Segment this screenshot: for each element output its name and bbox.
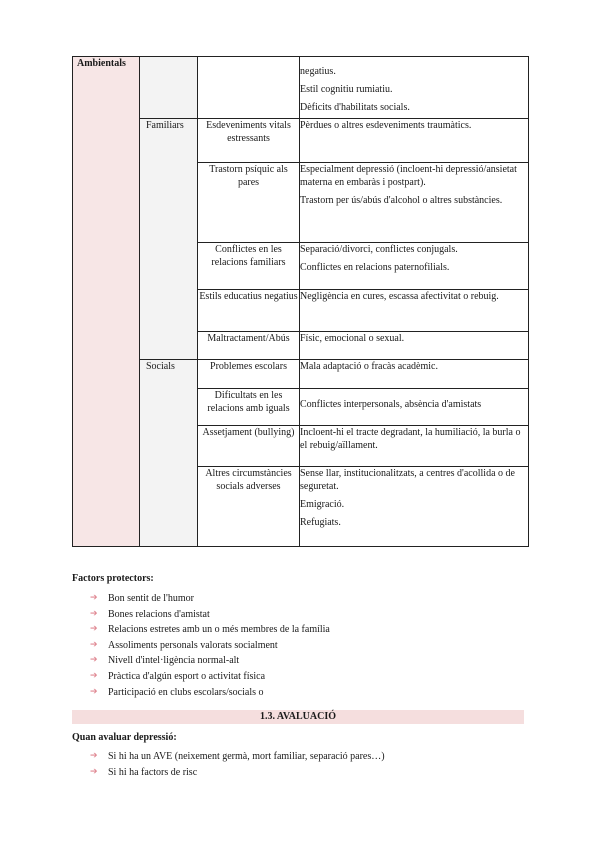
description-line: Refugiats. <box>300 517 341 528</box>
description-cell <box>300 360 529 389</box>
protective-factors-title: Factors protectors: <box>72 573 154 584</box>
description-cell <box>300 467 529 547</box>
description-cell <box>300 389 529 426</box>
evaluation-title: Quan avaluar depressió: <box>72 732 177 743</box>
arrow-right-icon: ➔ <box>90 608 98 619</box>
protective-factors-list <box>72 591 528 700</box>
list-item <box>72 622 528 638</box>
description-line: Mala adaptació o fracàs acadèmic. <box>300 361 438 372</box>
list-item-text: Bones relacions d'amistat <box>108 608 210 620</box>
category-label: Ambientals <box>77 58 126 69</box>
list-item <box>72 685 528 701</box>
arrow-right-icon: ➔ <box>90 624 98 635</box>
list-item-text: Si hi ha un AVE (neixement germà, mort familiar, separació pares…) <box>108 751 385 762</box>
factor-cell-empty <box>198 57 300 119</box>
factor-cell: Conflictes en les relacions familiars <box>198 243 300 290</box>
description-cell <box>300 57 529 119</box>
description-line: Dèficits d'habilitats socials. <box>300 102 410 113</box>
arrow-right-icon: ➔ <box>90 639 98 650</box>
description-cell <box>300 290 529 332</box>
description-cell <box>300 426 529 467</box>
table-row <box>73 360 529 389</box>
section-title: 1.3. AVALUACIÓ <box>259 711 337 722</box>
section-heading-band <box>72 710 524 724</box>
description-line: Emigració. <box>300 499 345 510</box>
description-line: Trastorn per ús/abús d'alcohol o altres substàncies. <box>300 195 503 206</box>
arrow-right-icon: ➔ <box>90 593 98 603</box>
list-item <box>72 591 528 607</box>
description-line: Estil cognitiu rumiatiu. <box>300 84 393 95</box>
description-line: Negligència en cures, escassa afectivitat o rebuig. <box>300 291 499 302</box>
factor-cell: Maltractament/Abús <box>198 332 300 360</box>
arrow-right-icon: ➔ <box>90 686 98 697</box>
evaluation-section <box>72 732 528 780</box>
arrow-right-icon: ➔ <box>90 670 98 681</box>
description-cell <box>300 243 529 290</box>
list-item <box>72 749 528 765</box>
list-item <box>72 765 528 781</box>
description-line: Conflictes interpersonals, absència d'amistats <box>300 399 482 410</box>
list-item-text: Bon sentit de l'humor <box>108 593 194 604</box>
subcategory-label: Familiars <box>146 120 184 131</box>
description-cell <box>300 332 529 360</box>
factor-cell: Dificultats en les relacions amb iguals <box>198 389 300 426</box>
subcategory-cell-empty <box>140 57 198 119</box>
list-item <box>72 669 528 685</box>
subcategory-cell <box>140 119 198 360</box>
evaluation-list <box>72 749 528 780</box>
description-cell <box>300 119 529 163</box>
list-item-text: Nivell d'intel·ligència normal-alt <box>108 655 240 667</box>
table-row <box>73 119 529 163</box>
arrow-right-icon: ➔ <box>90 751 98 761</box>
list-item-text: Relacions estretes amb un o més membres de la família <box>108 624 330 636</box>
factor-cell: Esdeveniments vitals estressants <box>198 119 300 163</box>
description-line: Especialment depressió (incloent-hi depressió/ansietat materna en embaràs i postpart). <box>300 164 517 188</box>
description-line: Separació/divorci, conflictes conjugals. <box>300 244 458 255</box>
description-line: Sense llar, institucionalitzats, a centres d'acollida o de seguretat. <box>300 468 515 492</box>
list-item-text: Pràctica d'algún esport o activitat física <box>108 670 266 682</box>
list-item-text: Si hi ha factors de risc <box>108 766 198 778</box>
arrow-right-icon: ➔ <box>90 655 98 666</box>
subcategory-cell <box>140 360 198 547</box>
risk-factors-table <box>72 56 529 547</box>
list-item-text: Participació en clubs escolars/socials o <box>108 686 264 698</box>
factor-cell: Assetjament (bullying) <box>198 426 300 467</box>
description-line: Físic, emocional o sexual. <box>300 333 405 344</box>
factor-cell: Problemes escolars <box>198 360 300 389</box>
list-item-text: Assoliments personals valorats socialment <box>108 639 278 651</box>
factor-cell: Trastorn psíquic als pares <box>198 163 300 243</box>
description-line: Pèrdues o altres esdeveniments traumàtics. <box>300 120 472 131</box>
table-row <box>73 57 529 119</box>
description-cell <box>300 163 529 243</box>
list-item <box>72 653 528 669</box>
arrow-right-icon: ➔ <box>90 766 98 777</box>
protective-factors-section <box>72 573 528 700</box>
description-line: negatius. <box>300 66 336 77</box>
factor-cell: Altres circumstàncies socials adverses <box>198 467 300 547</box>
description-line: Conflictes en relacions paternofilials. <box>300 262 450 273</box>
list-item <box>72 607 528 623</box>
list-item <box>72 638 528 654</box>
description-line: Incloent-hi el tracte degradant, la humiliació, la burla o el rebuig/aïllament. <box>300 427 521 451</box>
category-cell <box>73 57 140 547</box>
factor-cell: Estils educatius negatius <box>198 290 300 332</box>
subcategory-label: Socials <box>146 361 175 372</box>
